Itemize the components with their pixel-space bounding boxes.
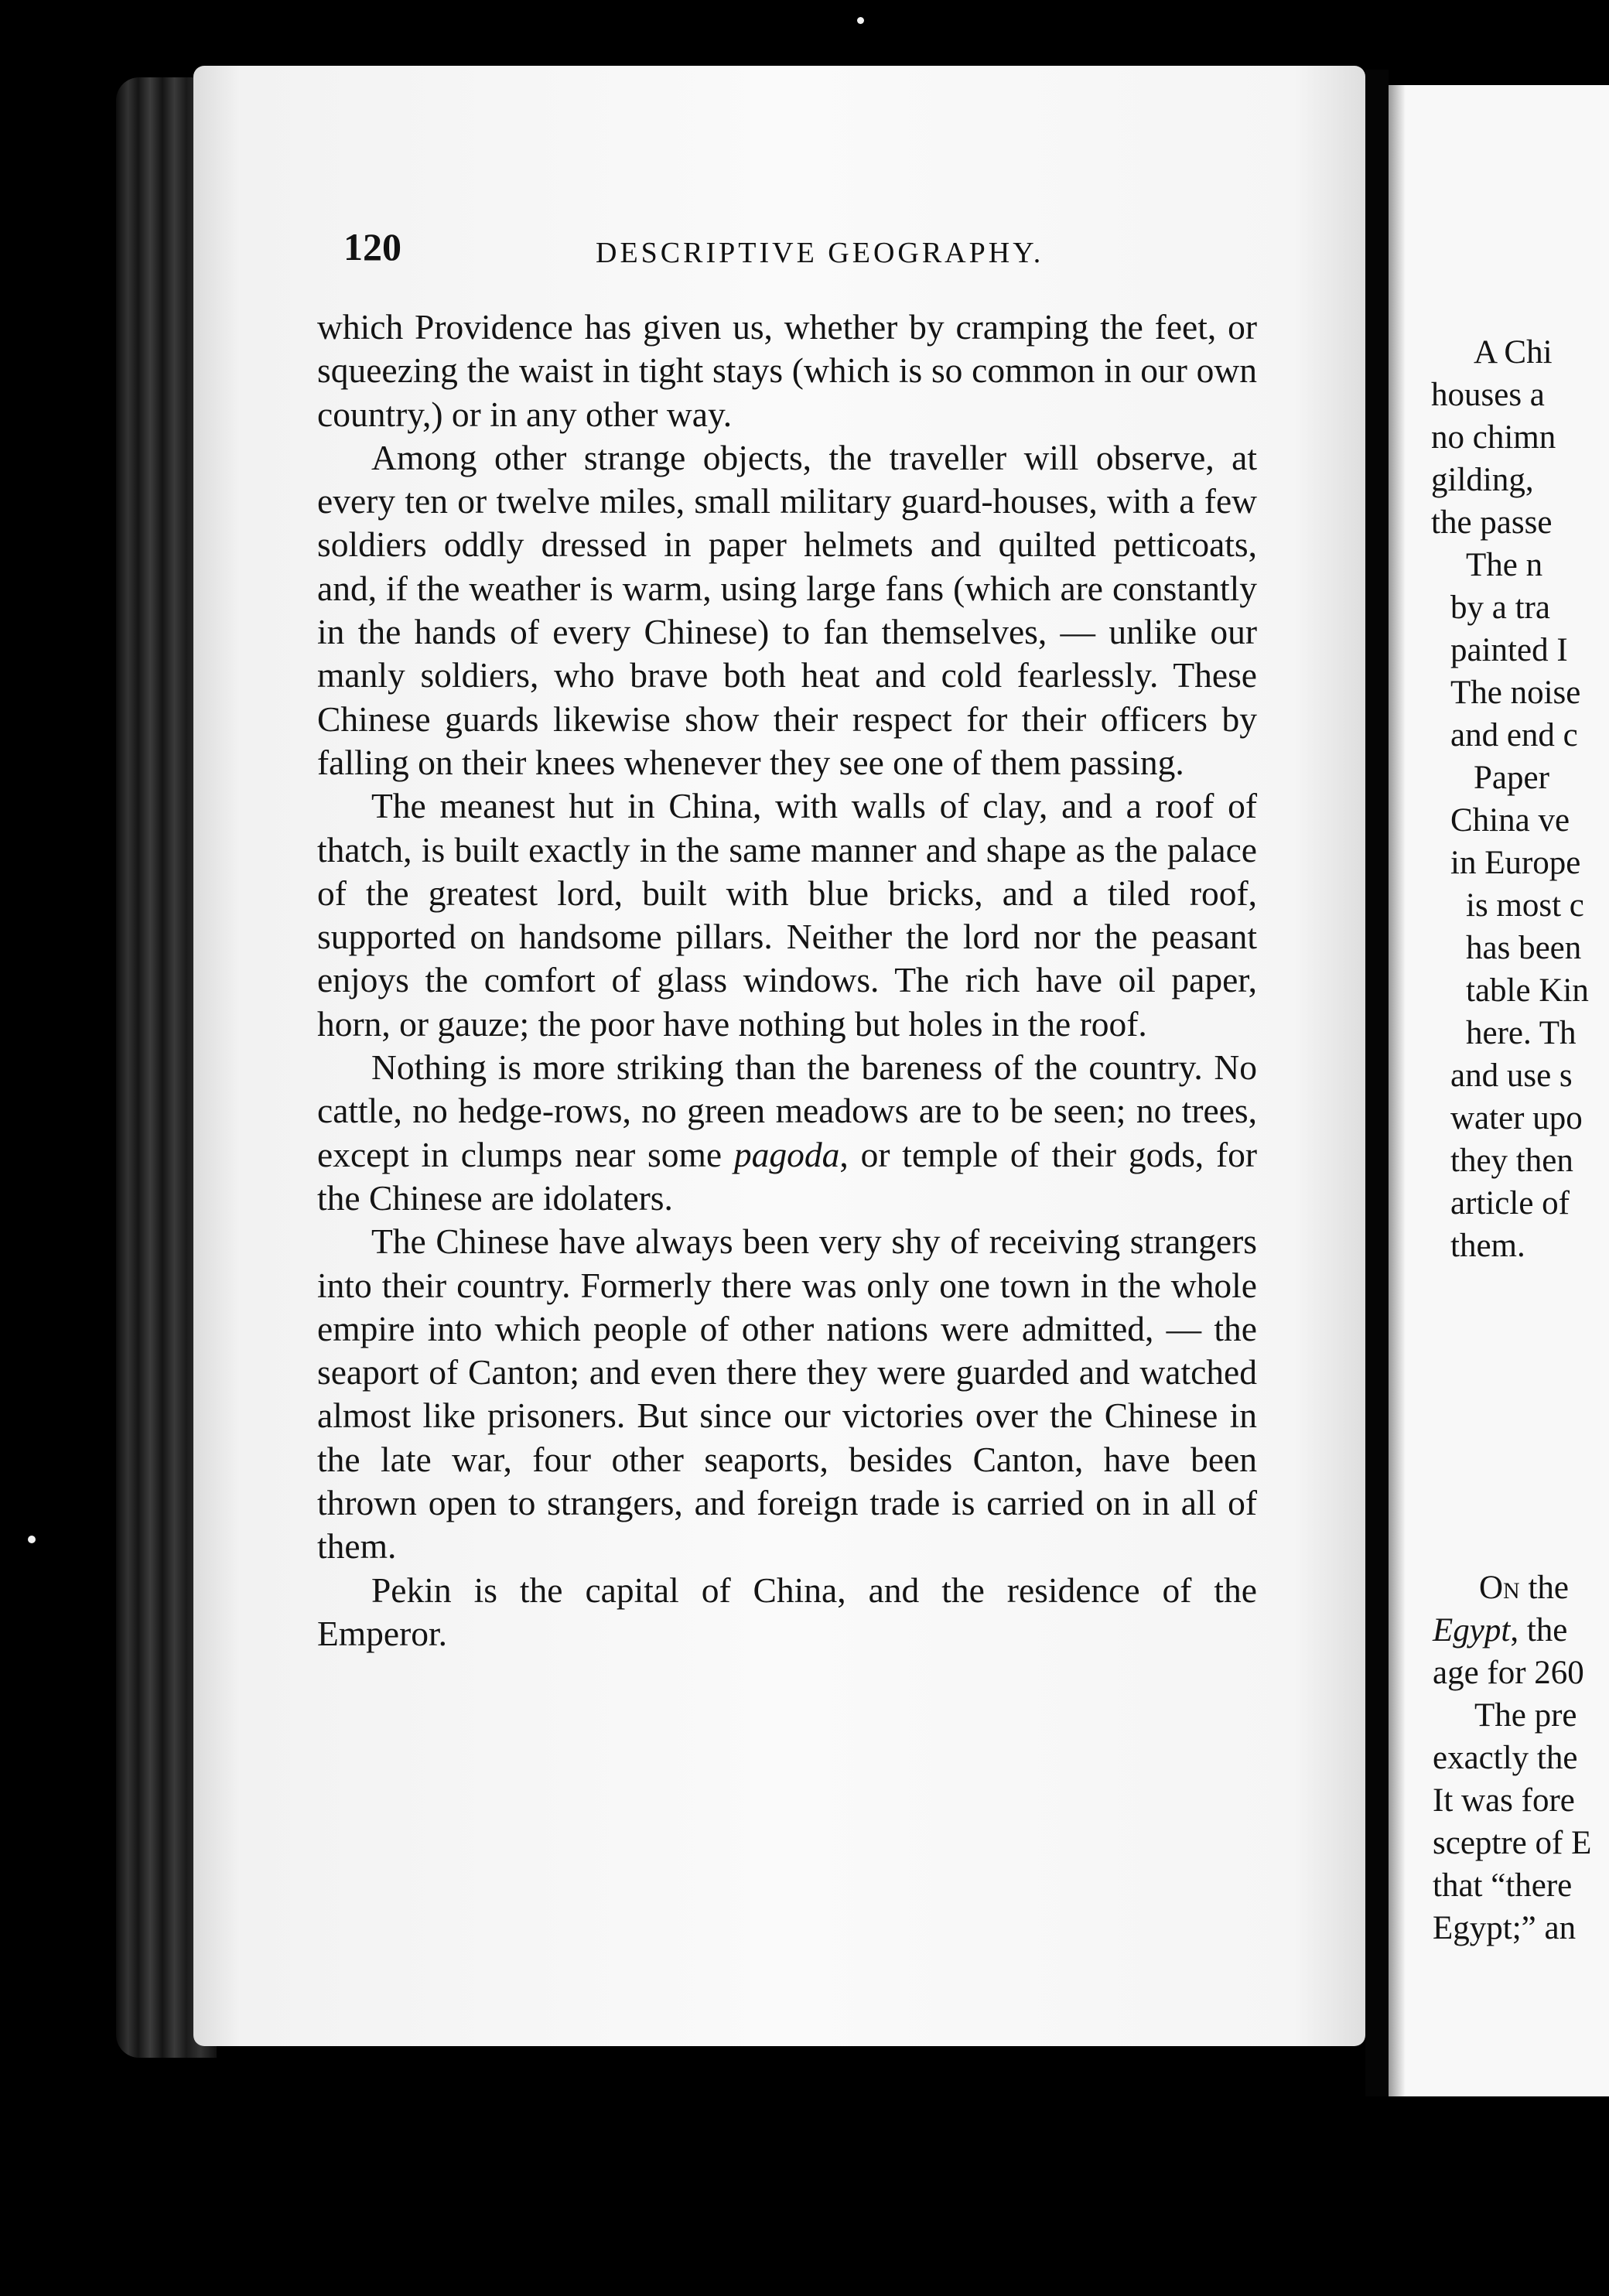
scan-speck (857, 17, 864, 24)
paragraph: The Chinese have always been very shy of receiving strangers into their country. Formerly there was only one town in the whole empire into which people of other nations were admitted, — the seaport of Canton; and even there they were guarded and watched almost like prisoners. But since our victories over the Chinese in the late war, four other seaports, besides Canton, have been thrown open to strangers, and foreign trade is carried on in all of them. (317, 1221, 1257, 1567)
book-gutter (1365, 70, 1389, 2096)
text-line: exactly the (1433, 1740, 1578, 1776)
text-line: and end c (1450, 717, 1578, 753)
text-line: is most c (1466, 887, 1584, 924)
paragraph: which Providence has given us, whether by cramping the feet, or squeezing the waist in tight stays (which is so common in our own country,) or in any other way. (317, 307, 1257, 434)
paragraph: Among other strange objects, the traveller will observe, at every ten or twelve miles, small military guard-houses, with a few soldiers oddly dressed in paper helmets and quilted petticoats, and, if the weather is warm, using large fans (which are constantly in the hands of every Chinese) to fan themselves, — unlike our manly soldiers, who brave both heat and cold fearlessly. These Chinese guards likewise show their respect for their officers by falling on their knees whenever they see one of them passing. (317, 437, 1257, 782)
scan-speck (28, 1536, 36, 1543)
text-line: China ve (1450, 802, 1570, 839)
text-line: them. (1450, 1228, 1525, 1264)
text-line: age for 260 (1433, 1655, 1584, 1691)
text-line: they then (1450, 1143, 1573, 1179)
text-line: here. Th (1466, 1015, 1577, 1051)
text-line: Paper (1474, 760, 1549, 796)
text-line: in Europe (1450, 845, 1581, 881)
paragraph: The meanest hut in China, with walls of clay, and a roof of thatch, is built exactly in the same manner and shape as the palace of the greatest lord, built with blue bricks, and a tiled roof, supported on handsome pillars. Neither the lord nor the peasant enjoys the comfort of glass windows. The rich have oil paper, horn, or gauze; the poor have nothing but holes in the roof. (317, 786, 1257, 1044)
text-line: A Chi (1474, 334, 1553, 371)
text-line: The noise (1450, 675, 1581, 711)
text-line: that “there (1433, 1867, 1573, 1904)
text-line (1433, 1609, 1591, 1652)
text-line: article of (1450, 1185, 1570, 1221)
text-run: , the (1510, 1612, 1568, 1649)
text-run: the (1519, 1570, 1570, 1606)
small-caps-word: On (1479, 1570, 1520, 1606)
text-line: gilding, (1431, 462, 1534, 498)
text-line: Egypt;” an (1433, 1910, 1577, 1946)
text-line: The n (1466, 547, 1543, 583)
text-line: sceptre of E (1433, 1825, 1592, 1861)
text-line: has been (1466, 930, 1582, 966)
paragraph-text: , or temple of their gods, for the Chinese are idolaters. (317, 1134, 1258, 1218)
text-line: painted I (1450, 632, 1568, 668)
left-page-body (317, 306, 1257, 1655)
italic-term: pagoda (733, 1134, 840, 1174)
right-page-fragment-bottom (1433, 1567, 1591, 1949)
text-line: houses a (1431, 377, 1545, 413)
text-line (1479, 1567, 1591, 1609)
right-page-fragment-top (1431, 331, 1589, 1267)
text-line: the passe (1431, 504, 1553, 541)
text-line: no chimn (1431, 419, 1556, 456)
right-page-shadow (1389, 85, 1406, 2096)
text-line: It was fore (1433, 1782, 1575, 1819)
text-line: water upo (1450, 1100, 1583, 1136)
text-line: by a tra (1450, 589, 1550, 626)
text-line: and use s (1450, 1057, 1573, 1094)
italic-word: Egypt (1433, 1612, 1511, 1649)
text-line: table Kin (1466, 972, 1589, 1009)
text-line: The pre (1474, 1697, 1577, 1734)
paragraph (317, 1046, 1257, 1220)
paragraph: Pekin is the capital of China, and the residence of the Emperor. (317, 1570, 1257, 1653)
paragraph-text: Nothing is more striking than the bareness of the country. No cattle, no hedge-rows, no green meadows are to be seen; no trees, except in clumps near some (317, 1047, 1257, 1174)
page-number: 120 (343, 225, 401, 268)
running-head: DESCRIPTIVE GEOGRAPHY. (596, 237, 1044, 269)
